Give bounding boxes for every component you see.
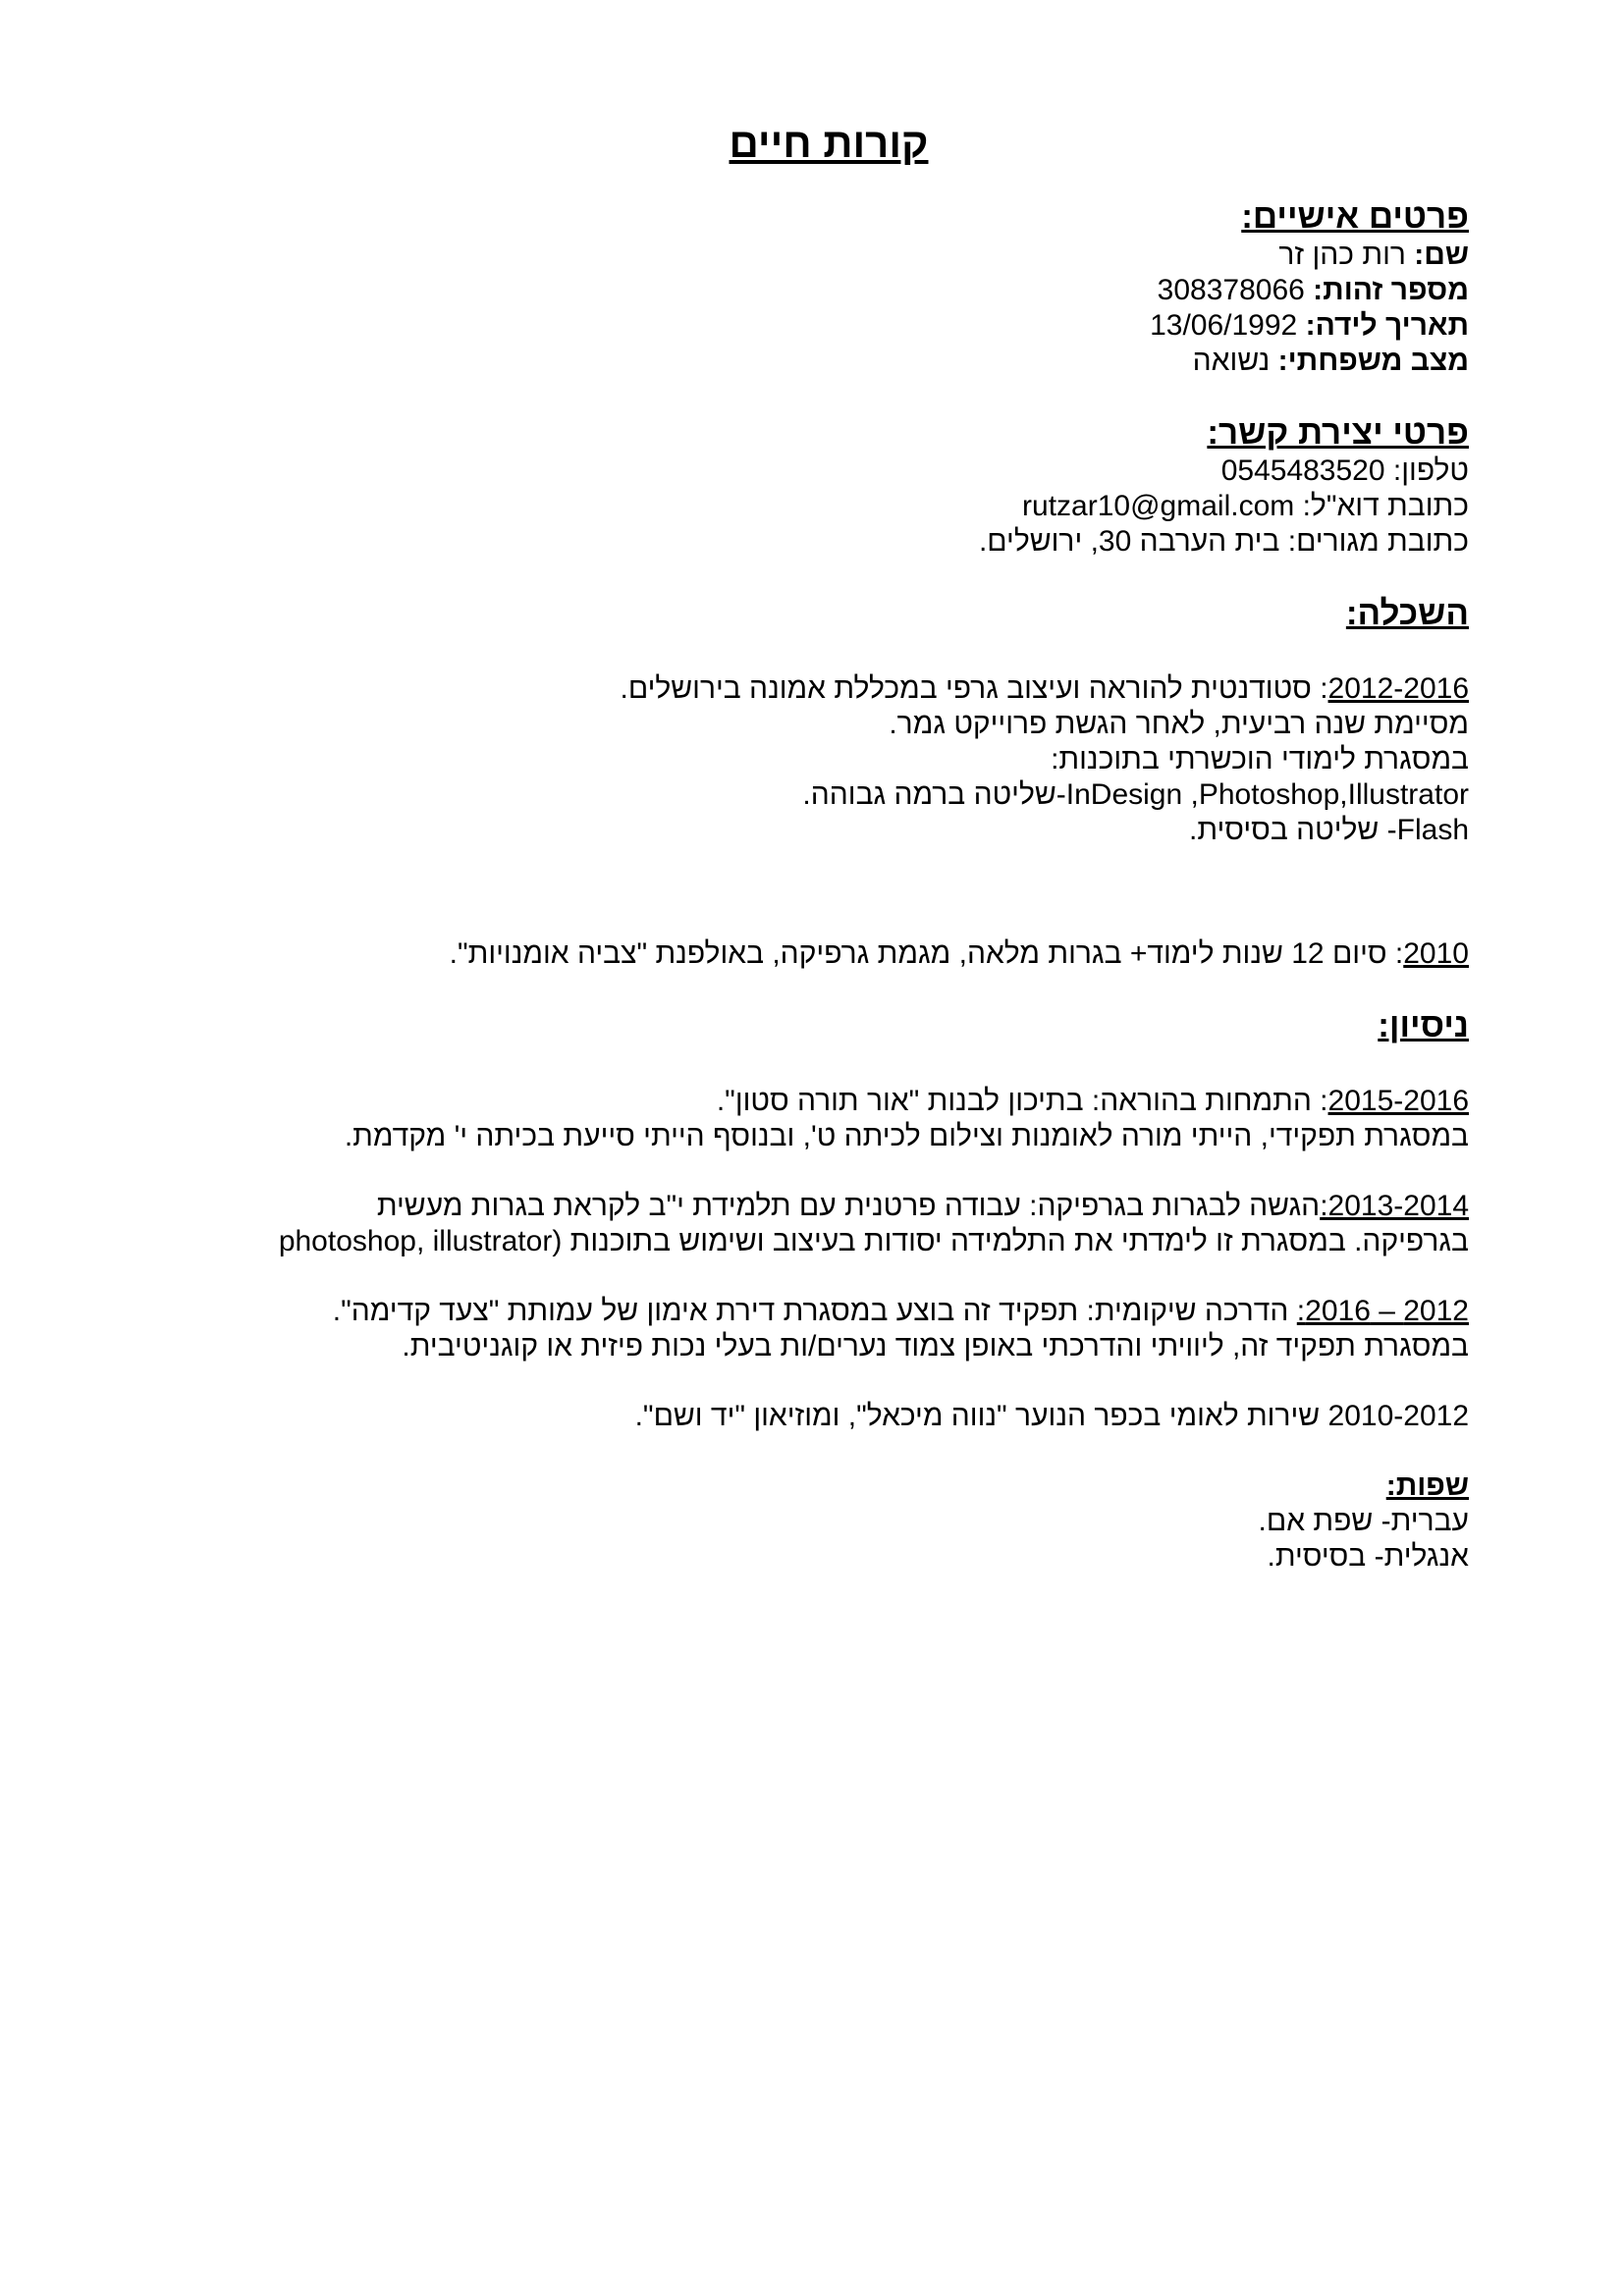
education-item-1-line-5: Flash- שליטה בסיסית. (1189, 814, 1469, 846)
experience-text-2: הגשה לבגרות בגרפיקה: עבודה פרטנית עם תלמידת י"ב לקראת בגרות מעשית (376, 1190, 1321, 1222)
resume-content (278, 196, 1469, 1575)
id-value: 308378066 (1157, 274, 1314, 306)
education-text-2: : סיום 12 שנות לימוד+ בגרות מלאה, מגמת גרפיקה, באולפנת "צביה אומנויות". (449, 937, 1404, 970)
education-item-1-line-3: במסגרת לימודי הוכשרתי בתוכנות: (1051, 743, 1469, 775)
experience-text-3: הדרכה שיקומית: תפקיד זה בוצע במסגרת דירת אימון של עמותת "צעד קדימה". (332, 1295, 1297, 1327)
education-year-1: 2012-2016 (1327, 672, 1469, 705)
name-line (291, 238, 1469, 273)
experience-heading: ניסיון: (1378, 1006, 1469, 1044)
experience-item-1 (291, 1084, 1469, 1119)
birth-value: 13/06/1992 (1150, 309, 1306, 342)
email-label: כתובת דוא"ל: (1294, 490, 1469, 522)
document-title: קורות חיים (729, 120, 929, 166)
personal-heading: פרטים אישיים: (1241, 197, 1469, 236)
education-text-1: : סטודנטית להוראה ועיצוב גרפי במכללת אמונה בירושלים. (620, 672, 1328, 705)
email-line (291, 489, 1469, 524)
phone-line: טלפון: 0545483520 (1220, 454, 1469, 487)
name-label: שם: (1414, 239, 1469, 271)
status-value: נשואה (1192, 345, 1278, 377)
birth-label: תאריך לידה: (1305, 309, 1469, 342)
name-value: רות כהן זר (1278, 239, 1415, 271)
experience-year-3: 2012 – 2016: (1296, 1295, 1469, 1327)
status-label: מצב משפחתי: (1277, 345, 1469, 377)
experience-item-4: 2010-2012 שירות לאומי בכפר הנוער "נווה מיכאל", ומוזיאון "יד ושם". (634, 1400, 1469, 1432)
experience-item-1-line-2: במסגרת תפקידי, הייתי מורה לאומנות וצילום לכיתה ט', ובנוסף הייתי סייעת בכיתה י' מקדמת. (344, 1120, 1469, 1152)
status-line (291, 344, 1469, 379)
experience-item-3 (291, 1294, 1469, 1329)
education-item-1-line-2: מסיימת שנה רביעית, לאחר הגשת פרוייקט גמר. (889, 708, 1469, 740)
education-item-1-line-4: InDesign ,Photoshop,Illustrator-שליטה ברמה גבוהה. (802, 778, 1469, 811)
experience-item-3-line-2: במסגרת תפקיד זה, ליוויתי והדרכתי באופן צמוד נערים/ות בעלי נכות פיזית או קוגניטיבית. (402, 1330, 1469, 1362)
education-heading: השכלה: (1345, 594, 1469, 632)
address-line: כתובת מגורים: בית הערבה 30, ירושלים. (978, 525, 1469, 558)
email-value: rutzar10@gmail.com (1022, 490, 1295, 522)
language-line-1: עברית- שפת אם. (1258, 1505, 1469, 1537)
id-line (291, 273, 1469, 308)
education-item-2 (291, 936, 1469, 972)
education-item-1 (291, 671, 1469, 707)
experience-item-2 (291, 1189, 1469, 1224)
experience-text-1: : התמחות בהוראה: בתיכון לבנות "אור תורה סטון". (716, 1085, 1328, 1117)
education-year-2: 2010 (1403, 937, 1469, 970)
id-label: מספר זהות: (1313, 274, 1469, 306)
contact-heading: פרטי יצירת קשר: (1207, 413, 1469, 452)
experience-item-2-line-2: בגרפיקה. במסגרת זו לימדתי את התלמידה יסודות בעיצוב ושימוש בתוכנות (photoshop, illustrator (278, 1225, 1469, 1257)
experience-year-2: 2013-2014: (1320, 1190, 1469, 1222)
languages-heading: שפות: (1385, 1469, 1469, 1502)
experience-year-1: 2015-2016 (1327, 1085, 1469, 1117)
language-line-2: אנגלית- בסיסית. (1267, 1540, 1469, 1573)
birth-line (291, 308, 1469, 344)
